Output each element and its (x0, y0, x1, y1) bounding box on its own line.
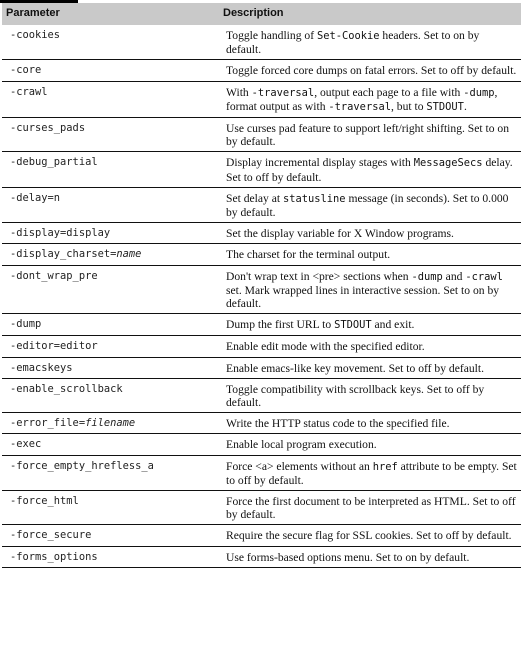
table-row (2, 378, 521, 412)
text-segment: -enable_scrollback (10, 382, 123, 395)
description-cell (219, 336, 521, 357)
parameter-cell (2, 81, 219, 117)
table-row (2, 525, 521, 546)
text-segment: Toggle forced core dumps on fatal errors. Set to off by default. (226, 64, 517, 78)
text-segment: Use curses pad feature to support left/right shifting. Set to on by default. (226, 122, 510, 149)
description-cell (219, 223, 521, 244)
text-segment: The charset for the terminal output. (226, 248, 391, 262)
text-segment: -emacskeys (10, 361, 73, 374)
description-cell (219, 413, 521, 434)
text-segment: Don't wrap text in <pre> sections when (226, 269, 412, 283)
parameter-cell (2, 336, 219, 357)
text-segment: -display=display (10, 227, 111, 240)
table-row (2, 244, 521, 265)
code-text: STDOUT (426, 100, 464, 113)
parameter-cell (2, 152, 219, 187)
parameter-cell (2, 60, 219, 81)
text-segment: Dump the first URL to (226, 318, 335, 332)
parameter-cell (2, 525, 219, 546)
text-segment: -force_html (10, 495, 79, 508)
text-segment: , output each page to a file with (314, 85, 464, 99)
parameter-cell (2, 244, 219, 265)
parameter-cell (2, 314, 219, 336)
text-segment: Toggle handling of (226, 29, 317, 42)
text-segment: -editor=editor (10, 340, 98, 353)
text-segment: -error_file= (10, 417, 86, 430)
text-segment: -curses_pads (10, 122, 86, 135)
text-segment: and (442, 269, 466, 283)
parameter-cell (2, 434, 219, 455)
description-cell (219, 357, 521, 378)
code-text: -dump (463, 86, 495, 99)
code-text: STDOUT (334, 319, 372, 332)
table-row (2, 118, 521, 152)
code-text: MessageSecs (413, 157, 483, 170)
placeholder-text: name (116, 248, 142, 261)
description-cell (219, 244, 521, 265)
parameter-cell (2, 546, 219, 567)
parameter-cell (2, 378, 219, 412)
description-cell (219, 546, 521, 567)
text-segment: -forms_options (10, 550, 98, 563)
table-header-row (2, 3, 521, 25)
code-text: -dump (411, 270, 443, 283)
parameter-cell (2, 265, 219, 314)
parameter-cell (2, 455, 219, 490)
text-segment: message (in seconds). Set to 0.000 by default. (226, 191, 509, 220)
text-segment: -display_charset= (10, 248, 117, 261)
text-segment: Force <a> elements without an (226, 459, 373, 473)
description-cell (219, 314, 521, 336)
text-segment: Set delay at (226, 191, 283, 205)
text-segment: , but to (390, 99, 427, 113)
description-cell (219, 491, 521, 525)
description-cell (219, 152, 521, 187)
text-segment: -force_empty_hrefless_a (10, 459, 154, 472)
text-segment: Force the first document to be interpreted as HTML. Set to off by default. (226, 495, 516, 522)
text-segment: -crawl (10, 85, 48, 98)
description-cell (219, 455, 521, 490)
table-row (2, 434, 521, 455)
table-row (2, 265, 521, 314)
text-segment: -delay=n (10, 191, 61, 204)
text-segment: Enable emacs-like key movement. Set to off by default. (226, 361, 484, 375)
text-segment: -exec (10, 438, 42, 451)
text-segment: headers. Set to on by default. (226, 29, 480, 57)
text-segment: Enable local program execution. (226, 438, 377, 452)
text-segment: Require the secure flag for SSL cookies. Set to off by default. (226, 529, 512, 543)
placeholder-text: filename (85, 417, 136, 430)
table-row (2, 152, 521, 187)
description-cell (219, 187, 521, 222)
text-segment: delay. Set to off by default. (226, 156, 513, 184)
text-segment: With (226, 85, 252, 99)
parameter-cell (2, 223, 219, 244)
parameter-cell (2, 413, 219, 434)
text-segment: Display incremental display stages with (226, 156, 414, 170)
description-cell (219, 81, 521, 117)
table-body (2, 25, 521, 567)
text-segment: Write the HTTP status code to the specified file. (226, 417, 450, 431)
code-text: -traversal (328, 100, 391, 113)
table-row (2, 357, 521, 378)
table-row (2, 413, 521, 434)
table-row (2, 81, 521, 117)
text-segment: -dont_wrap_pre (10, 269, 98, 282)
text-segment: -dump (10, 318, 42, 331)
parameter-cell (2, 118, 219, 152)
table-row (2, 455, 521, 490)
text-segment: , format output as with (226, 85, 498, 113)
text-segment: Set the display variable for X Window programs. (226, 227, 454, 241)
parameter-cell (2, 357, 219, 378)
table-row (2, 546, 521, 567)
parameter-cell (2, 25, 219, 60)
code-text: Set-Cookie (316, 30, 380, 42)
text-segment: attribute to be empty. Set to off by default. (226, 459, 517, 487)
table-row (2, 336, 521, 357)
parameter-cell (2, 491, 219, 525)
table-row (2, 491, 521, 525)
code-text: -crawl (465, 270, 503, 283)
description-cell (219, 60, 521, 81)
description-cell (219, 118, 521, 152)
description-cell (219, 25, 521, 60)
text-segment: -cookies (10, 29, 61, 41)
text-segment: Use forms-based options menu. Set to on by default. (226, 550, 470, 564)
parameter-cell (2, 187, 219, 222)
text-segment: -core (10, 64, 42, 77)
description-cell (219, 265, 521, 314)
description-cell (219, 434, 521, 455)
table-row (2, 25, 521, 60)
code-text: href (372, 460, 398, 473)
text-segment: Toggle compatibility with scrollback keys. Set to off by default. (226, 382, 485, 410)
description-cell (219, 525, 521, 546)
table-row (2, 223, 521, 244)
description-column-header: Description (219, 3, 521, 25)
parameter-column-header: Parameter (2, 3, 219, 25)
table-row (2, 187, 521, 222)
text-segment: -debug_partial (10, 156, 98, 169)
table-row (2, 60, 521, 81)
text-segment: . (463, 99, 467, 113)
text-segment: and exit. (371, 318, 415, 332)
description-cell (219, 378, 521, 412)
text-segment: -force_secure (10, 529, 92, 542)
parameter-table (2, 3, 521, 568)
code-text: -traversal (251, 86, 315, 99)
code-text: statusline (282, 192, 346, 205)
text-segment: set. Mark wrapped lines in interactive session. Set to on by default. (226, 283, 500, 311)
table-row (2, 314, 521, 336)
text-segment: Enable edit mode with the specified editor. (226, 340, 425, 354)
